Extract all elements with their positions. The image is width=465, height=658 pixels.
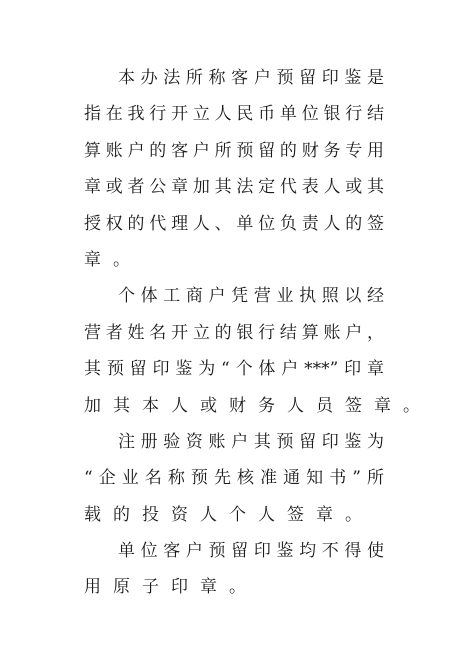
paragraph-3 xyxy=(84,424,384,533)
text-line: 算账户的客户所预留的财务专用 xyxy=(84,140,384,161)
text-line: 加其本人或财务人员签章。 xyxy=(84,395,432,416)
text-line: 指在我行开立人民币单位银行结 xyxy=(84,104,384,125)
text-line: 其预留印鉴为“个体户***”印章 xyxy=(84,359,384,380)
text-line: “企业名称预先核准通知书”所 xyxy=(84,468,384,489)
text-line: 营者姓名开立的银行结算账户， xyxy=(84,322,384,343)
text-line: 授权的代理人、单位负责人的签 xyxy=(84,213,384,234)
paragraph-4 xyxy=(84,533,384,606)
text-line: 注册验资账户其预留印鉴为 xyxy=(118,431,384,452)
text-line: 章。 xyxy=(84,249,142,270)
text-line: 章或者公章加其法定代表人或其 xyxy=(84,177,384,198)
paragraph-2 xyxy=(84,278,432,424)
text-line: 单位客户预留印鉴均不得使 xyxy=(118,541,384,562)
text-line: 载的投资人个人签章。 xyxy=(84,504,374,525)
document-page xyxy=(84,60,432,606)
text-line: 用原子印章。 xyxy=(84,577,258,598)
text-line: 个体工商户凭营业执照以经 xyxy=(118,286,384,307)
paragraph-1 xyxy=(84,60,384,278)
text-line: 本办法所称客户预留印鉴是 xyxy=(118,68,384,88)
